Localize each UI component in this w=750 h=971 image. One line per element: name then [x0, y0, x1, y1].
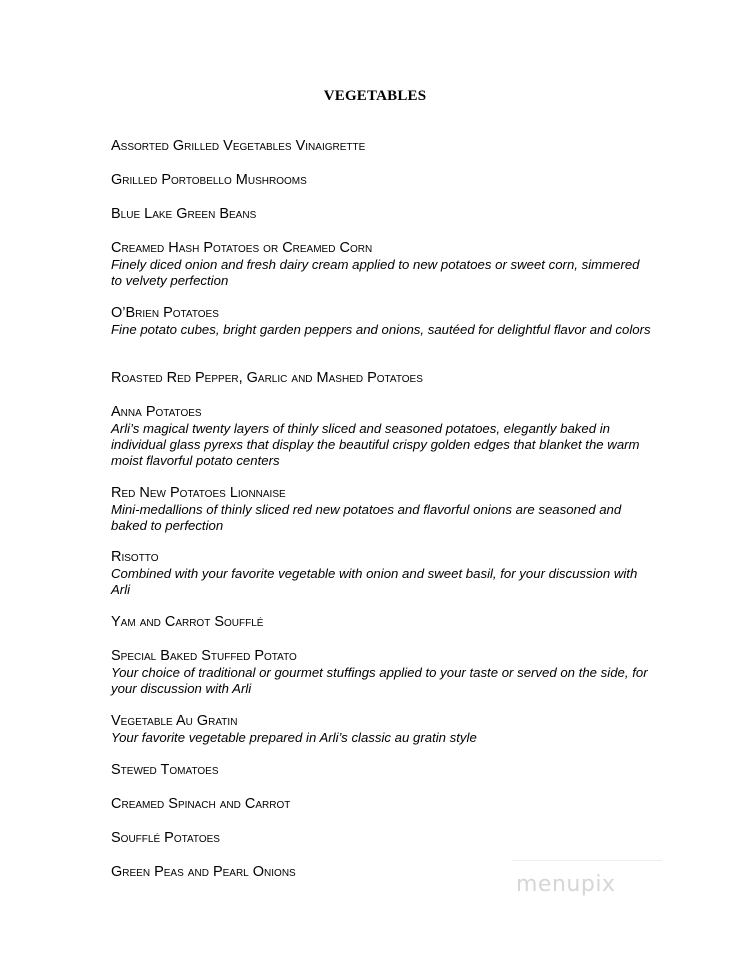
item-name: Special Baked Stuffed Potato [111, 648, 297, 664]
item-name: Blue Lake Green Beans [111, 206, 257, 222]
menu-item [111, 830, 651, 847]
item-name: Anna Potatoes [111, 404, 202, 420]
item-name: Yam and Carrot Soufflé [111, 614, 264, 630]
item-name: Assorted Grilled Vegetables Vinaigrette [111, 138, 366, 154]
item-name: Creamed Hash Potatoes or Creamed Corn [111, 240, 373, 256]
menu-item [111, 549, 651, 598]
item-name: Roasted Red Pepper, Garlic and Mashed Potatoes [111, 370, 423, 386]
page-title: VEGETABLES [323, 88, 427, 104]
watermark: menupix [516, 872, 616, 897]
item-description: Mini-medallions of thinly sliced red new potatoes and flavorful onions are seasoned and baked to perfection [111, 502, 622, 533]
watermark-divider [512, 860, 662, 861]
item-description: Fine potato cubes, bright garden peppers and onions, sautéed for delightful flavor and colors [111, 322, 651, 337]
menu-item [111, 648, 651, 697]
menu-item [111, 404, 651, 469]
menu-item [111, 240, 651, 289]
item-name: Creamed Spinach and Carrot [111, 796, 291, 812]
menu-item [111, 796, 651, 813]
menu-item [111, 762, 651, 779]
item-name: Green Peas and Pearl Onions [111, 864, 296, 880]
item-name: Risotto [111, 549, 159, 565]
menu-item [111, 172, 651, 189]
menu-item [111, 305, 651, 338]
menu-item [111, 713, 651, 746]
item-name: Stewed Tomatoes [111, 762, 219, 778]
item-name: Soufflé Potatoes [111, 830, 220, 846]
menu-item [111, 485, 651, 534]
menu-item [111, 138, 651, 155]
item-description: Finely diced onion and fresh dairy cream applied to new potatoes or sweet corn, simmered to velvety perfection [111, 257, 640, 288]
menu-item [111, 614, 651, 631]
item-name: Red New Potatoes Lionnaise [111, 485, 286, 501]
item-description: Your favorite vegetable prepared in Arli’s classic au gratin style [111, 730, 477, 745]
item-name: O’Brien Potatoes [111, 305, 219, 321]
menu-item [111, 370, 651, 387]
item-description: Your choice of traditional or gourmet stuffings applied to your taste or served on the side, for your discussion with Arli [111, 665, 648, 696]
menu-item [111, 206, 651, 223]
item-name: Vegetable Au Gratin [111, 713, 238, 729]
item-description: Arli’s magical twenty layers of thinly sliced and seasoned potatoes, elegantly baked in individual glass pyrexs that display the beautiful crispy golden edges that blanket the warm moist flavorful potato centers [111, 421, 640, 468]
item-description: Combined with your favorite vegetable with onion and sweet basil, for your discussion with Arli [111, 566, 638, 597]
item-name: Grilled Portobello Mushrooms [111, 172, 307, 188]
